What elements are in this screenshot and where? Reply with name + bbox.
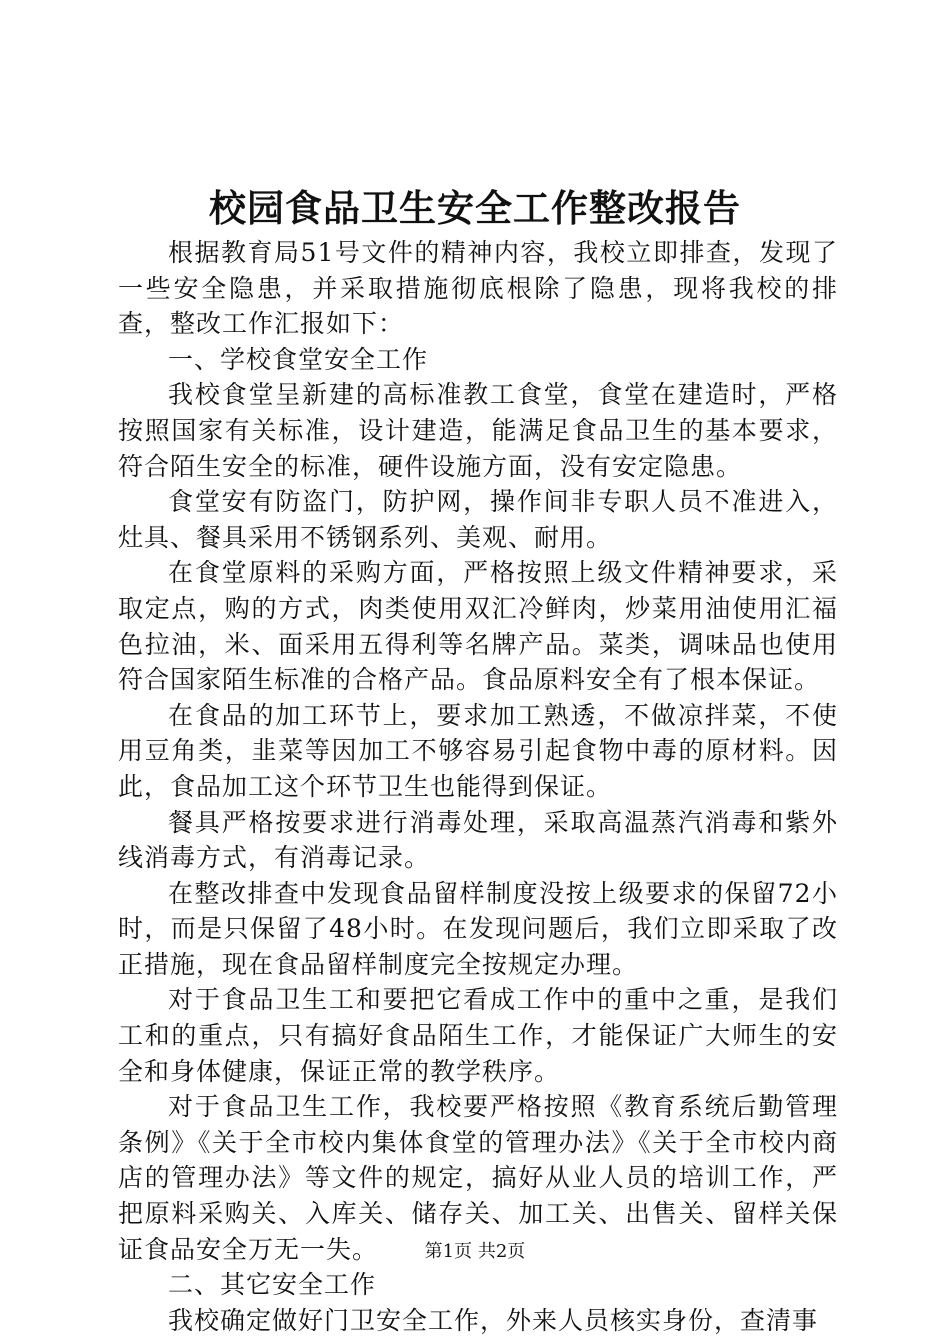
paragraph-priority: 对于食品卫生工和要把它看成工作中的重中之重，是我们工和的重点，只有搞好食品陌生工作，才能保证广大师生的安全和身体健康，保证正常的教学秩序。 — [118, 985, 838, 1086]
paragraph-gate-security: 我校确定做好门卫安全工作，外来人员核实身份，查清事 — [168, 1305, 819, 1335]
document-title: 校园食品卫生安全工作整改报告 — [209, 186, 741, 230]
paragraph-processing: 在食品的加工环节上，要求加工熟透，不做凉拌菜，不使用豆角类，韭菜等因加工不够容易引起食物中毒的原材料。因此，食品加工这个环节卫生也能得到保证。 — [118, 700, 838, 801]
section-heading-other: 二、其它安全工作 — [168, 1270, 377, 1300]
paragraph-procurement: 在食堂原料的采购方面，严格按照上级文件精神要求，采取定点，购的方式，肉类使用双汇冷鲜肉，炒菜用油使用汇福色拉油，米、面采用五得利等名牌产品。菜类，调味品也使用符合国家陌生标准的合格产品。食品原料安全有了根本保证。 — [118, 558, 838, 695]
paragraph-canteen-building: 我校食堂呈新建的高标准教工食堂，食堂在建造时，严格按照国家有关标准，设计建造，能满足食品卫生的基本要求，符合陌生安全的标准，硬件设施方面，没有安定隐患。 — [118, 380, 838, 481]
paragraph-regulations: 对于食品卫生工作，我校要严格按照《教育系统后勤管理条例》《关于全市校内集体食堂的管理办法》《关于全市校内商店的管理办法》等文件的规定，搞好从业人员的培训工作，严把原料采购关、入库关、储存关、加工关、出售关、留样关保证食品安全万无一失。 — [118, 1092, 838, 1264]
page-footer: 第1页 共2页 — [424, 1241, 526, 1262]
paragraph-disinfection: 餐具严格按要求进行消毒处理，采取高温蒸汽消毒和紫外线消毒方式，有消毒记录。 — [118, 807, 838, 873]
section-heading-canteen: 一、学校食堂安全工作 — [168, 344, 429, 374]
paragraph-sample-retention: 在整改排查中发现食品留样制度没按上级要求的保留72小时，而是只保留了48小时。在发现问题后，我们立即采取了改正措施，现在食品留样制度完全按规定办理。 — [118, 878, 838, 979]
paragraph-intro: 根据教育局51号文件的精神内容，我校立即排查，发现了一些安全隐患，并采取措施彻底根除了隐患，现将我校的排查，整改工作汇报如下： — [118, 238, 838, 339]
document-body — [118, 235, 838, 1338]
paragraph-canteen-security: 食堂安有防盗门，防护网，操作间非专职人员不准进入，灶具、餐具采用不锈钢系列、美观、耐用。 — [118, 487, 838, 552]
